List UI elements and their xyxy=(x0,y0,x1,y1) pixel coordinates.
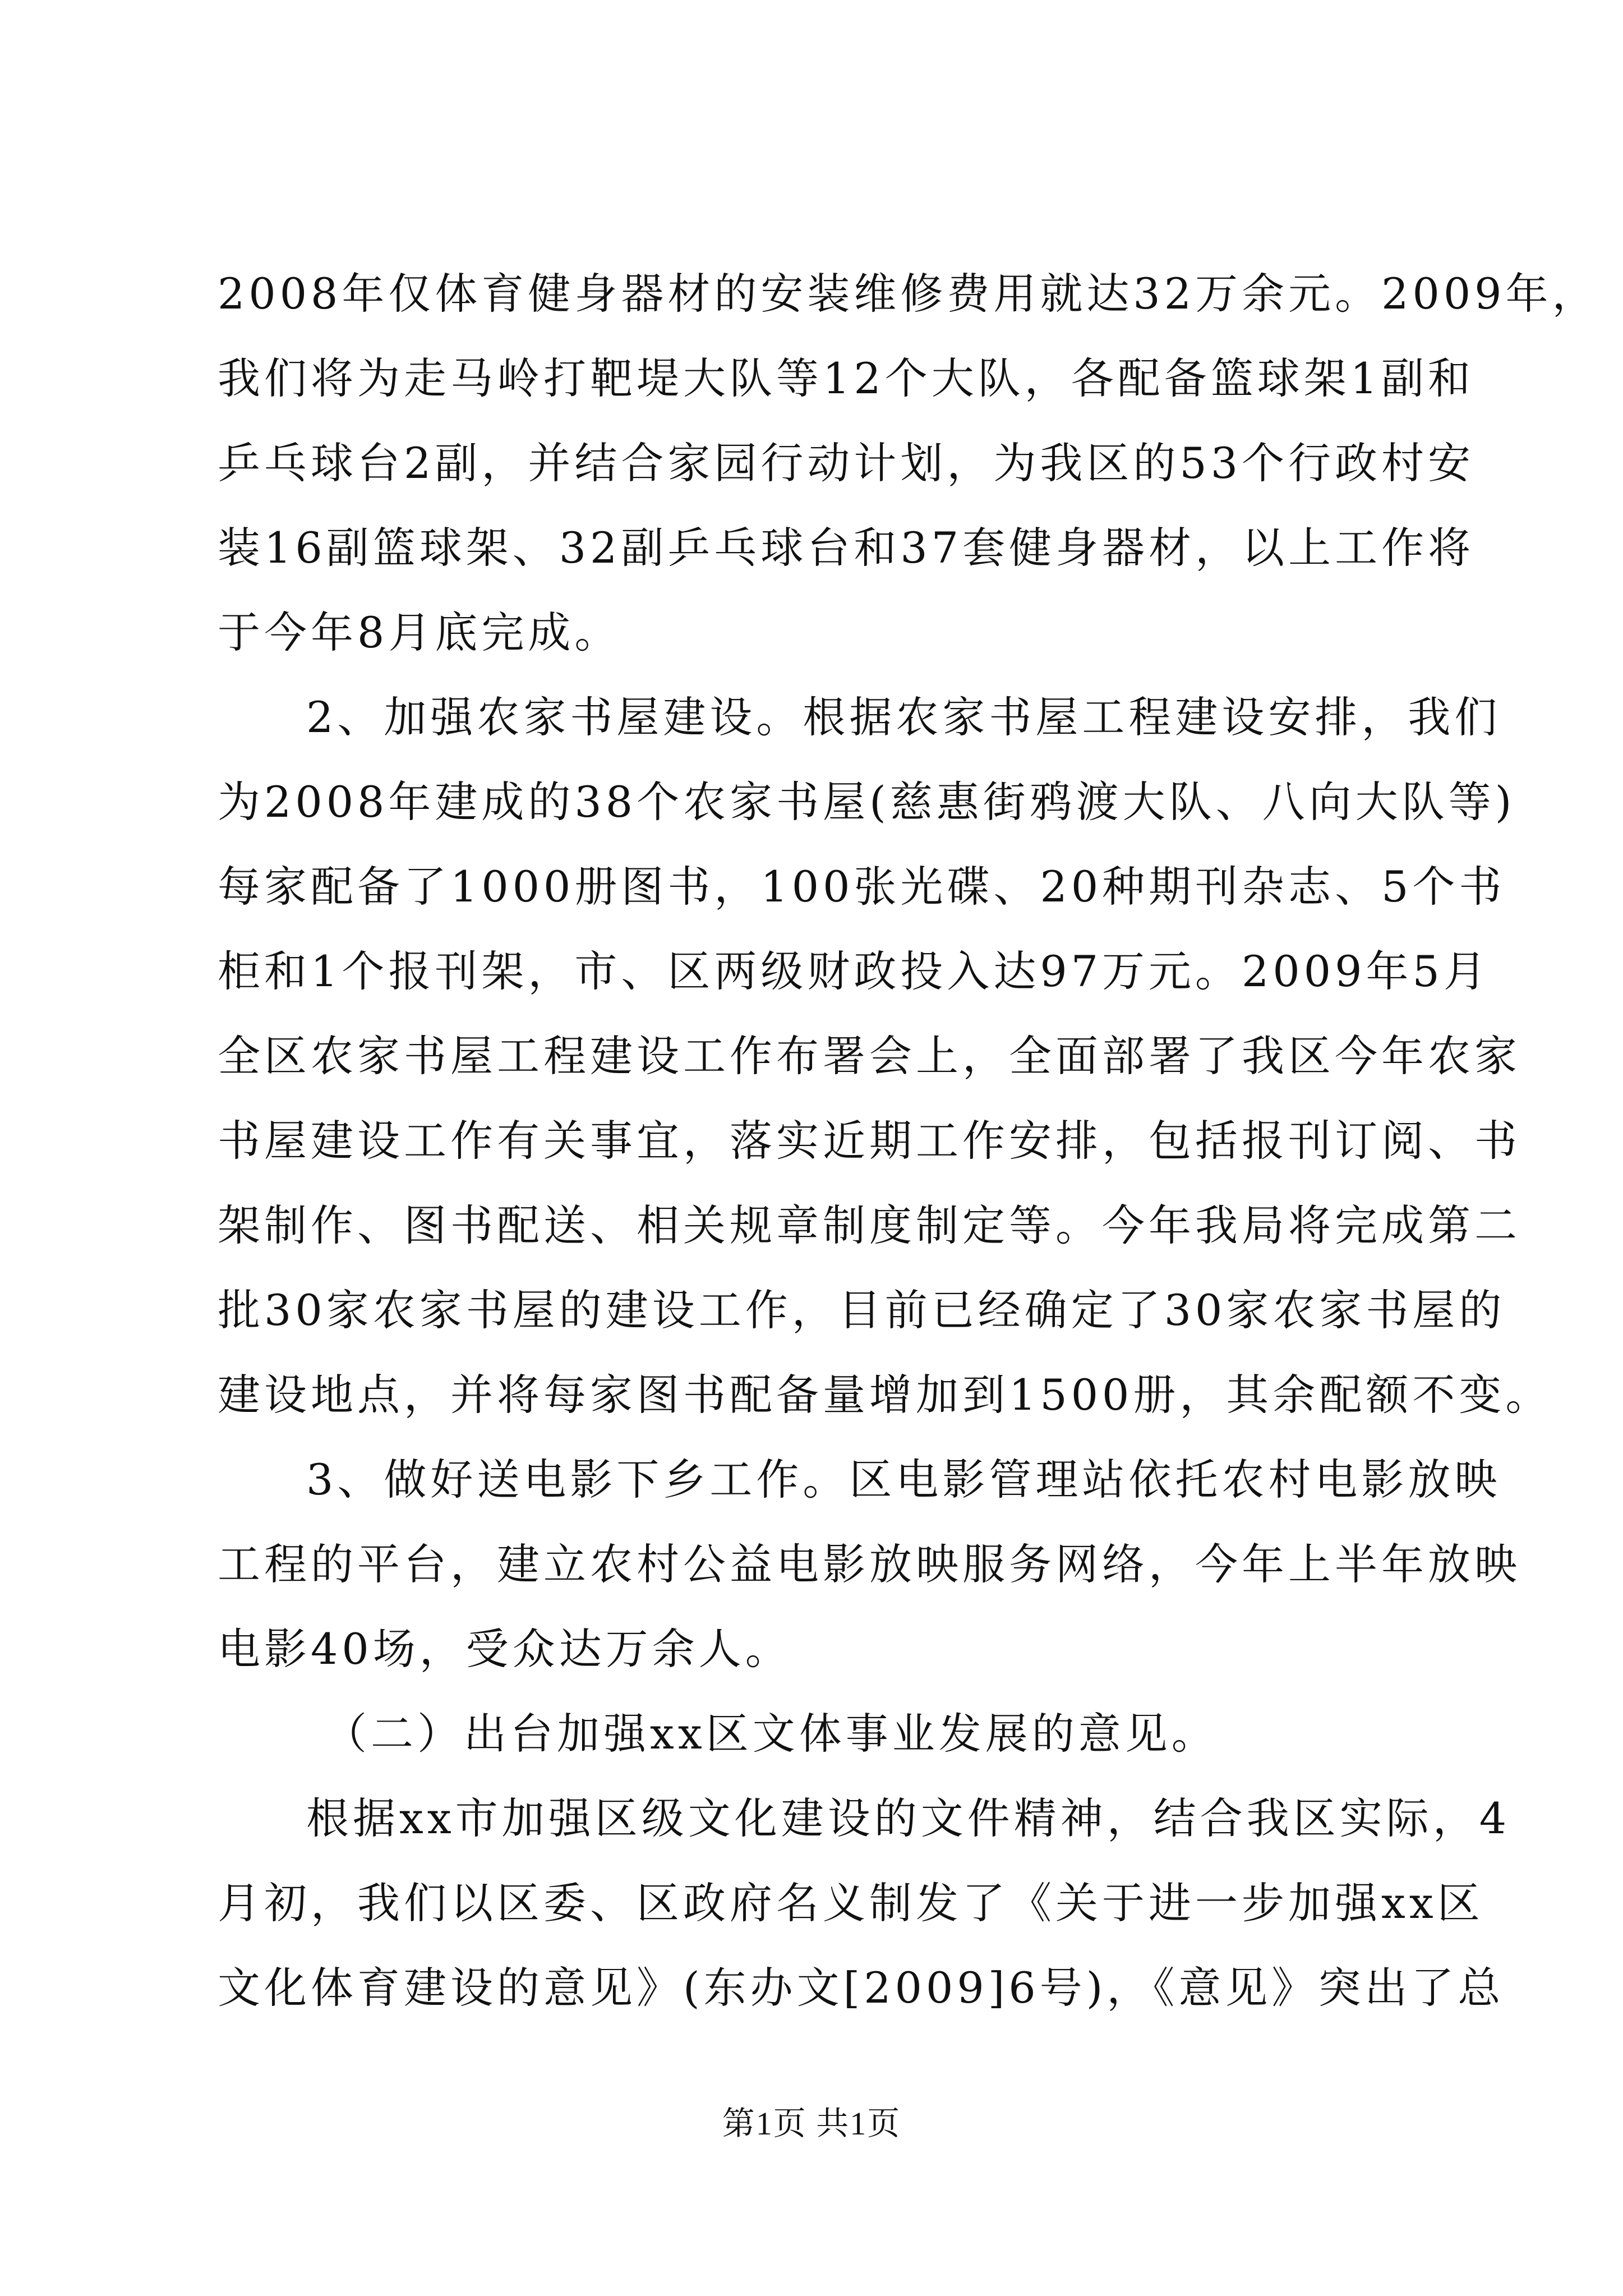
text-line: 装16副篮球架、32副乒乓球台和37套健身器材，以上工作将 xyxy=(218,523,1475,573)
text-line: 于今年8月底完成。 xyxy=(218,608,621,657)
paragraph-start-line: 2、加强农家书屋建设。根据农家书屋工程建设安排，我们 xyxy=(306,692,1501,742)
text-line: 每家配备了1000册图书，100张光碟、20种期刊杂志、5个书 xyxy=(218,862,1506,912)
section-heading: （二）出台加强xx区文体事业发展的意见。 xyxy=(324,1709,1218,1759)
text-line: 电影40场，受众达万余人。 xyxy=(218,1624,792,1674)
text-line: 为2008年建成的38个农家书屋(慈惠街鸦渡大队、八向大队等) xyxy=(218,777,1516,827)
text-line: 工程的平台，建立农村公益电影放映服务网络，今年上半年放映 xyxy=(218,1539,1521,1589)
text-line: 批30家农家书屋的建设工作，目前已经确定了30家农家书屋的 xyxy=(218,1285,1506,1335)
text-line: 架制作、图书配送、相关规章制度制定等。今年我局将完成第二 xyxy=(218,1200,1521,1250)
text-line: 柜和1个报刊架，市、区两级财政投入达97万元。2009年5月 xyxy=(218,946,1490,996)
text-line: 建设地点，并将每家图书配备量增加到1500册，其余配额不变。 xyxy=(218,1370,1552,1420)
text-line: 文化体育建设的意见》(东办文[2009]6号)，《意见》突出了总 xyxy=(218,1963,1505,2013)
text-line: 月初，我们以区委、区政府名义制发了《关于进一步加强xx区 xyxy=(218,1878,1484,1928)
document-body xyxy=(218,251,1599,2030)
text-line: 全区农家书屋工程建设工作布署会上，全面部署了我区今年农家 xyxy=(218,1031,1521,1081)
paragraph-start-line: 3、做好送电影下乡工作。区电影管理站依托农村电影放映 xyxy=(306,1455,1501,1504)
text-line: 书屋建设工作有关事宜，落实近期工作安排，包括报刊订阅、书 xyxy=(218,1116,1521,1166)
text-line: 乒乓球台2副，并结合家园行动计划，为我区的53个行政村安 xyxy=(218,438,1475,488)
paragraph-start-line: 根据xx市加强区级文化建设的文件精神，结合我区实际，4 xyxy=(306,1793,1511,1843)
text-line: 我们将为走马岭打靶堤大队等12个大队，各配备篮球架1副和 xyxy=(218,353,1475,403)
page-footer: 第1页 共1页 xyxy=(722,2105,901,2142)
text-line: 2008年仅体育健身器材的安装维修费用就达32万余元。2009年， xyxy=(218,269,1599,319)
